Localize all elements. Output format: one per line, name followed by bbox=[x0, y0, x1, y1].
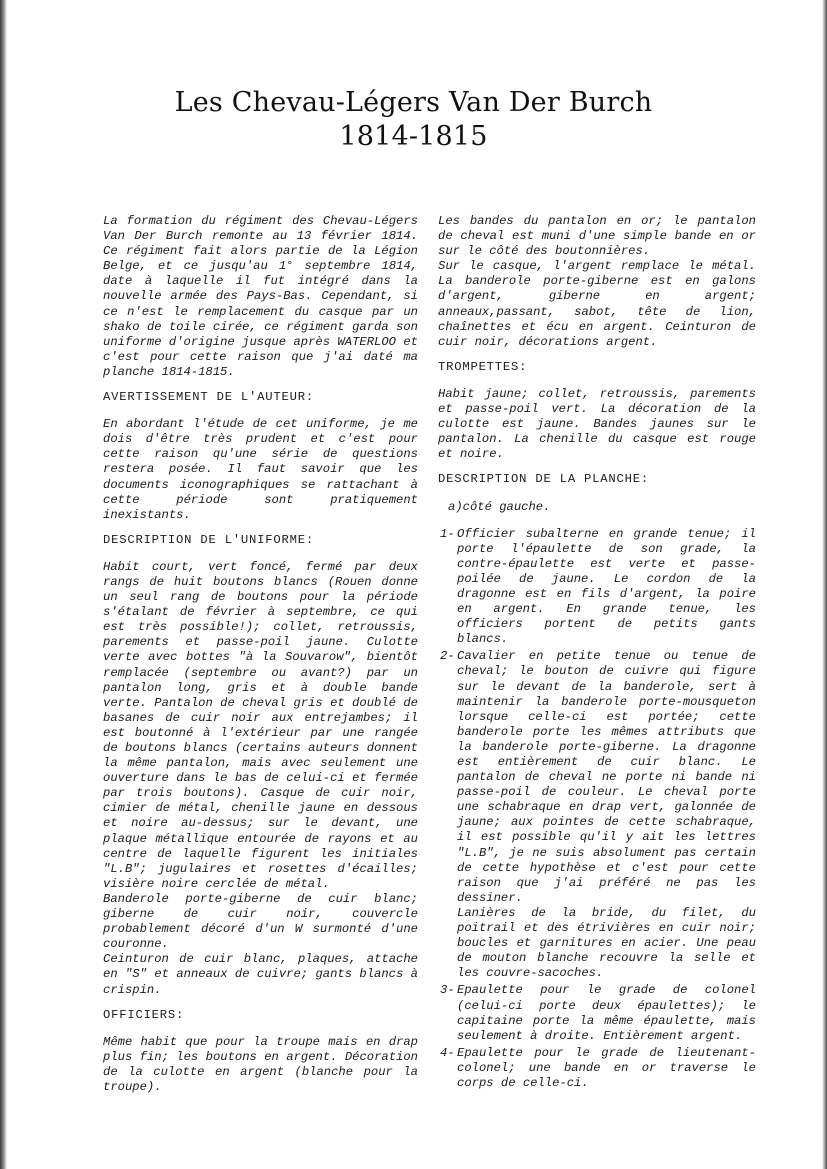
officers-helmet-paragraph: Sur le casque, l'argent remplace le métal. La banderole porte-giberne est en galons d'argent, giberne en argent; anneaux,passant, sabot, tête de lion, chaînettes et écu en argent. Ceinturon de cuir noir, décorations argent. bbox=[438, 259, 756, 349]
officers-continued-paragraph: Les bandes du pantalon en or; le pantalon de cheval est muni d'une simple bande en or sur le côté des boutonnières. bbox=[438, 214, 756, 259]
title-line-1: Les Chevau-Légers Van Der Burch bbox=[174, 87, 653, 118]
plate-item-number: 4- bbox=[440, 1045, 455, 1060]
page-title bbox=[0, 86, 827, 154]
plate-item-text: Cavalier en petite tenue ou tenue de cheval; le bouton de cuivre qui figure sur le devant de la banderole, sert à maintenir la banderole porte-mousqueton lorsque celle-ci est portée; cette banderole porte les mêmes attributs que la banderole porte-giberne. La dragonne est entièrement de cuir blanc. Le pantalon de cheval ne porte ni bande ni passe-poil de couleur. Le cheval porte une schabraque en drap vert, galonnée de jaune; aux pointes de cette schabraque, il est possible qu'il y ait les lettres "L.B", je ne suis absolument pas certain de cette hypothèse et c'est pour cette raison que j'ai préféré ne pas les dessiner. bbox=[457, 649, 756, 905]
plate-item-number: 1- bbox=[440, 526, 455, 541]
plate-item-number: 3- bbox=[440, 983, 455, 998]
uniform-paragraph-3: Ceinturon de cuir blanc, plaques, attache en "S" et anneaux de cuivre; gants blancs à crispin. bbox=[103, 952, 418, 997]
intro-paragraph: La formation du régiment des Chevau-Légers Van Der Burch remonte au 13 février 1814. Ce régiment fait alors partie de la Légion Belge, et ce jusqu'au 1° septembre 1814, date à laquelle il fut intégré dans la nouvelle armée des Pays-Bas. Cependant, si ce n'est le remplacement du casque par un shako de toile cirée, ce régiment garda son uniforme d'origine jusque après WATERLOO et c'est pour cette raison que j'ai daté ma planche 1814-1815. bbox=[103, 214, 418, 379]
subheading-left-side: a)côté gauche. bbox=[448, 499, 551, 514]
plate-item-text-continued: Lanières de la bride, du filet, du poitrail et des étrivières en cuir noir; boucles et garnitures en acier. Une peau de mouton blanche recouvre la selle et les couvre-sacoches. bbox=[457, 905, 756, 981]
uniform-paragraph-2: Banderole porte-giberne de cuir blanc; giberne de cuir noir, couvercle probablement décoré d'un W surmonté d'une couronne. bbox=[103, 891, 418, 952]
plate-item bbox=[438, 983, 756, 1043]
scan-edge-right bbox=[822, 0, 827, 1169]
heading-trumpets: TROMPETTES: bbox=[438, 359, 528, 374]
plate-item-text: Epaulette pour le grade de colonel (celui-ci porte deux épaulettes); le capitaine porte la même épaulette, mais seulement à droite. Entièrement argent. bbox=[457, 983, 756, 1043]
heading-author-warning: AVERTISSEMENT DE L'AUTEUR: bbox=[103, 390, 314, 405]
title-line-2: 1814-1815 bbox=[339, 121, 488, 152]
plate-item bbox=[438, 1046, 756, 1091]
plate-item-text: Officier subalterne en grande tenue; il porte l'épaulette de son grade, la contre-épaulette est verte et passe-poilée de jaune. Le cordon de la dragonne est en fils d'argent, la poire en argent. En grande tenue, les officiers portent de petits gants blancs. bbox=[457, 526, 756, 647]
heading-uniform-description: DESCRIPTION DE L'UNIFORME: bbox=[103, 532, 314, 547]
author-warning-paragraph: En abordant l'étude de cet uniforme, je me dois d'être très prudent et c'est pour cette raison qu'une série de questions restera posée. Il faut savoir que les documents iconographiques se rattachant à cette période sont pratiquement inexistants. bbox=[103, 417, 418, 522]
plate-item-text: Epaulette pour le grade de lieutenant-colonel; une bande en or traverse le corps de celle-ci. bbox=[457, 1045, 756, 1090]
trumpets-paragraph: Habit jaune; collet, retroussis, parements et passe-poil vert. La décoration de la culotte est jaune. Bandes jaunes sur le pantalon. La chenille du casque est rouge et noire. bbox=[438, 386, 756, 462]
heading-officers: OFFICIERS: bbox=[103, 1007, 185, 1022]
plate-item bbox=[438, 649, 756, 981]
uniform-paragraph-1: Habit court, vert foncé, fermé par deux rangs de huit boutons blancs (Rouen donne un seul rang de boutons pour la période s'étalant de février à septembre, ce qui est très possible!); collet, retroussis, parements et passe-poil jaune. Culotte verte avec bottes "à la Souvarow", bientôt remplacée (septembre ou avant?) par un pantalon long, gris et à double bande verte. Pantalon de cheval gris et doublé de basanes de cuir noir aux entrejambes; il est boutonné à l'extérieur par une rangée de boutons blancs (certains auteurs donnent la même pantalon, mais avec seulement une ouverture dans le bas de celui-ci et fermée par trois boutons). Casque de cuir noir, cimier de métal, chenille jaune en dessous et noire au-dessus; sur le devant, une plaque métallique entourée de rayons et au centre de laquelle figurent les initiales "L.B"; jugulaires et rosettes d'écailles; visière noire cerclée de métal. bbox=[103, 559, 418, 891]
left-column bbox=[103, 214, 418, 1095]
plate-item bbox=[438, 527, 756, 648]
officers-paragraph: Même habit que pour la troupe mais en drap plus fin; les boutons en argent. Décoration de la culotte en argent (blanche pour la troupe). bbox=[103, 1034, 418, 1094]
heading-plate-description: DESCRIPTION DE LA PLANCHE: bbox=[438, 472, 649, 487]
scan-edge-left bbox=[0, 0, 7, 1169]
plate-item-number: 2- bbox=[440, 649, 455, 664]
right-column bbox=[438, 214, 756, 1091]
